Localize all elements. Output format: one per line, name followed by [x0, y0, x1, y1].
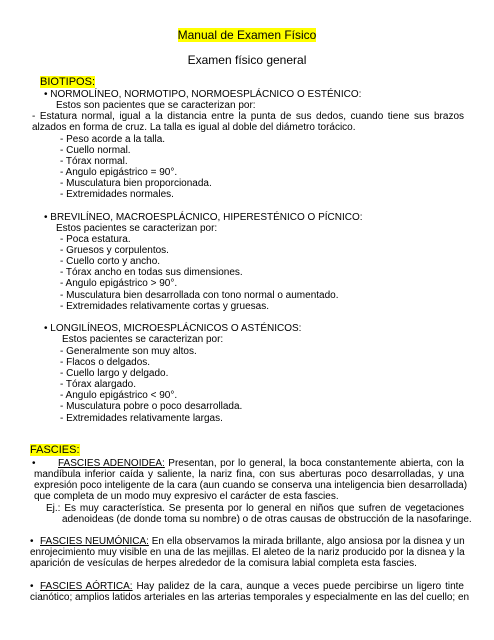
normolineo-paragraph-line: alzados en forma de cruz. La talla es igual al doble del diámetro torácico. — [32, 122, 356, 133]
longilineo-intro: Estos pacientes se caracterizan por: — [62, 334, 224, 345]
list-item: - Musculatura bien desarrollada con tono normal o aumentado. — [60, 290, 339, 301]
fascies-aortica-bullet: • — [30, 581, 34, 592]
fascies-adenoidea-line: mandíbula inferior caída y saliente, la nariz fina, con sus aberturas poco desarrolladas, y una — [34, 469, 464, 480]
list-item: - Angulo epigástrico < 90°. — [60, 390, 178, 401]
fascies-aortica-line: cianótico; amplios latidos arteriales en las arterias temporales y especialmente en las del cuello; en — [30, 592, 470, 603]
list-item: - Extremidades normales. — [60, 189, 174, 200]
fascies-adenoidea-text: Presentan, por lo general, la boca constantemente abierta, con la — [168, 458, 464, 469]
list-item: - Musculatura pobre o poco desarrollada. — [60, 401, 243, 412]
fascies-neumonica-line: enrojecimiento muy visible en una de las mejillas. El aleteo de la nariz producido por la disnea y la — [30, 547, 465, 558]
list-item: - Peso acorde a la talla. — [60, 134, 166, 145]
fascies-adenoidea-line: expresión poco inteligente de la cara (aun cuando se conserva una inteligencia bien desarrollada) — [34, 480, 468, 491]
list-item: - Tórax alargado. — [60, 379, 136, 390]
fascies-adenoidea-line — [58, 458, 464, 469]
brevilineo-heading: • BREVILÍNEO, MACROESPLÁCNICO, HIPERESTÉNICO O PÍCNICO: — [44, 212, 363, 223]
fascies-adenoidea-bullet: • — [32, 458, 36, 469]
fascies-neumonica-line: aparición de vesículas de herpes alrededor de la comisura labial completa esta fascies. — [30, 558, 417, 569]
list-item: - Flacos o delgados. — [60, 357, 151, 368]
fascies-neumonica-label: FASCIES NEUMÓNICA: — [40, 536, 149, 547]
biotipos-heading — [40, 77, 95, 88]
normolineo-intro: Estos son pacientes que se caracterizan por: — [56, 100, 256, 111]
brevilineo-intro: Estos pacientes se caracterizan por: — [56, 223, 218, 234]
list-item: - Musculatura bien proporcionada. — [60, 178, 212, 189]
document-title-text: Manual de Examen Físico — [177, 28, 317, 42]
fascies-neumonica-text: En ella observamos la mirada brillante, algo ansiosa por la disnea y un — [151, 536, 465, 547]
fascies-adenoidea-line: que completa de un modo muy expresivo el carácter de esta fascies. — [34, 491, 339, 502]
list-item: - Cuello largo y delgado. — [60, 368, 169, 379]
fascies-neumonica-bullet: • — [30, 536, 34, 547]
list-item: - Poca estatura. — [60, 234, 131, 245]
fascies-heading — [30, 445, 80, 456]
fascies-aortica-line — [40, 581, 464, 592]
list-item: - Generalmente son muy altos. — [60, 346, 197, 357]
list-item: - Gruesos y corpulentos. — [60, 245, 169, 256]
fascies-aortica-label: FASCIES AÓRTICA: — [40, 581, 133, 592]
document-title — [0, 28, 494, 42]
list-item: - Tórax ancho en todas sus dimensiones. — [60, 267, 243, 278]
list-item: - Angulo epigástrico = 90°. — [60, 167, 178, 178]
document-subtitle: Examen físico general — [187, 53, 307, 67]
list-item: - Extremidades relativamente cortas y gruesas. — [60, 301, 269, 312]
list-item: - Tórax normal. — [60, 156, 128, 167]
fascies-heading-text: FASCIES: — [30, 444, 80, 456]
fascies-adenoidea-example: Ej.: Es muy característica. Se presenta por lo general en niños que sufren de vegetaciones — [46, 503, 464, 514]
fascies-aortica-text: Hay palidez de la cara, aunque a veces puede percibirse un ligero tinte — [136, 581, 464, 592]
longilineo-heading: • LONGILÍNEOS, MICROESPLÁCNICOS O ASTÉNICOS: — [44, 323, 302, 334]
normolineo-heading: • NORMOLÍNEO, NORMOTIPO, NORMOESPLÁCNICO O ESTÉNICO: — [44, 89, 362, 100]
biotipos-heading-text: BIOTIPOS: — [40, 76, 96, 88]
list-item: - Angulo epigástrico > 90°. — [60, 278, 178, 289]
normolineo-paragraph-line: - Estatura normal, igual a la distancia entre la punta de sus dedos, cuando tiene sus brazos — [32, 111, 464, 122]
fascies-adenoidea-label: FASCIES ADENOIDEA: — [58, 458, 165, 469]
list-item: - Extremidades relativamente largas. — [60, 413, 223, 424]
list-item: - Cuello corto y ancho. — [60, 256, 161, 267]
fascies-neumonica-line — [40, 536, 464, 547]
list-item: - Cuello normal. — [60, 145, 131, 156]
fascies-adenoidea-example: adenoideas (de donde toma su nombre) o de otras causas de obstrucción de la nasofaringe. — [62, 514, 472, 525]
